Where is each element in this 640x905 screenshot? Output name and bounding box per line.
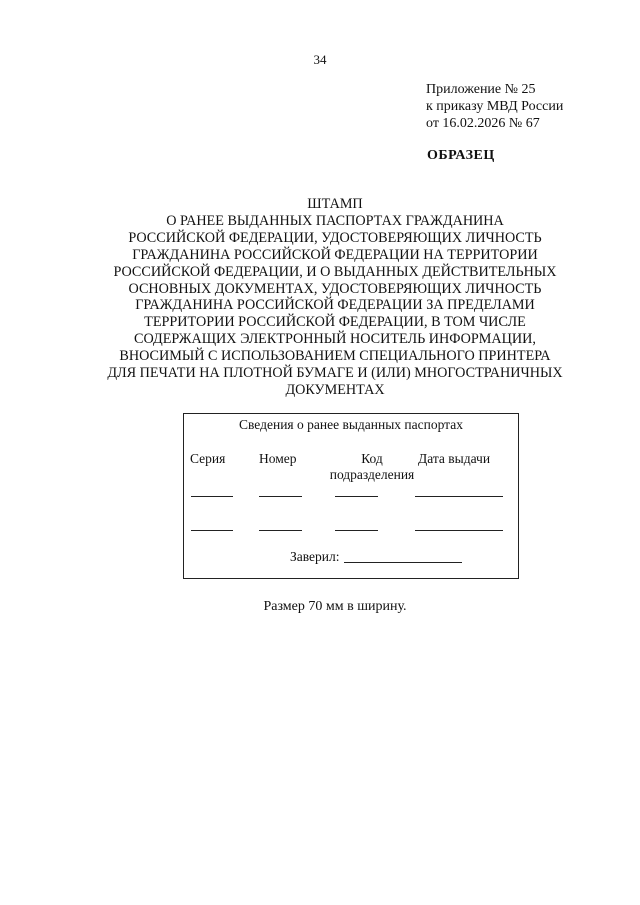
stamp-box [183, 413, 519, 579]
appendix-line-3: от 16.02.2026 № 67 [426, 116, 540, 131]
stamp-title-line: О РАНЕЕ ВЫДАННЫХ ПАСПОРТАХ ГРАЖДАНИНА [166, 212, 504, 229]
stamp-title-line: ГРАЖДАНИНА РОССИЙСКОЙ ФЕДЕРАЦИИ НА ТЕРРИТОРИИ [132, 246, 538, 263]
column-series: Серия [190, 451, 226, 466]
appendix-line-2: к приказу МВД России [426, 99, 564, 114]
certified-label: Заверил: [290, 549, 340, 564]
stamp-title-line: РОССИЙСКОЙ ФЕДЕРАЦИИ, И О ВЫДАННЫХ ДЕЙСТВИТЕЛЬНЫХ [113, 263, 557, 280]
series-blank [191, 496, 233, 497]
number-blank [259, 530, 302, 531]
issue-date-blank [415, 496, 503, 497]
stamp-title-line: ШТАМП [307, 196, 363, 212]
sample-label: ОБРАЗЕЦ [427, 148, 495, 163]
number-blank [259, 496, 302, 497]
appendix-line-1: Приложение № 25 [426, 82, 536, 97]
stamp-header: Сведения о ранее выданных паспортах [239, 417, 463, 432]
column-code [327, 451, 417, 483]
page-number: 34 [313, 52, 327, 67]
issue-date-blank [415, 530, 503, 531]
size-note: Размер 70 мм в ширину. [263, 599, 407, 614]
column-code-line-1: Код [361, 451, 383, 466]
series-blank [191, 530, 233, 531]
appendix-block [426, 81, 563, 132]
stamp-title [90, 196, 580, 399]
stamp-title-line: РОССИЙСКОЙ ФЕДЕРАЦИИ, УДОСТОВЕРЯЮЩИХ ЛИЧНОСТЬ [128, 229, 542, 246]
certified-signature-line [344, 562, 462, 563]
code-blank [335, 530, 378, 531]
stamp-title-line: СОДЕРЖАЩИХ ЭЛЕКТРОННЫЙ НОСИТЕЛЬ ИНФОРМАЦИИ, [134, 331, 536, 348]
column-code-line-2: подразделения [329, 467, 415, 482]
stamp-title-line: ВНОСИМЫЙ С ИСПОЛЬЗОВАНИЕМ СПЕЦИАЛЬНОГО ПРИНТЕРА [119, 348, 551, 365]
code-blank [335, 496, 378, 497]
stamp-title-line: ГРАЖДАНИНА РОССИЙСКОЙ ФЕДЕРАЦИИ ЗА ПРЕДЕЛАМИ [135, 297, 535, 314]
stamp-title-line: ДЛЯ ПЕЧАТИ НА ПЛОТНОЙ БУМАГЕ И (ИЛИ) МНОГОСТРАНИЧНЫХ [107, 365, 563, 382]
stamp-title-line: ОСНОВНЫХ ДОКУМЕНТАХ, УДОСТОВЕРЯЮЩИХ ЛИЧНОСТЬ [128, 280, 542, 297]
stamp-title-line: ТЕРРИТОРИИ РОССИЙСКОЙ ФЕДЕРАЦИИ, В ТОМ ЧИСЛЕ [144, 314, 526, 331]
stamp-title-line: ДОКУМЕНТАХ [285, 381, 385, 398]
column-issue-date: Дата выдачи [418, 451, 491, 466]
certified-row [290, 549, 462, 565]
column-number: Номер [259, 451, 297, 466]
